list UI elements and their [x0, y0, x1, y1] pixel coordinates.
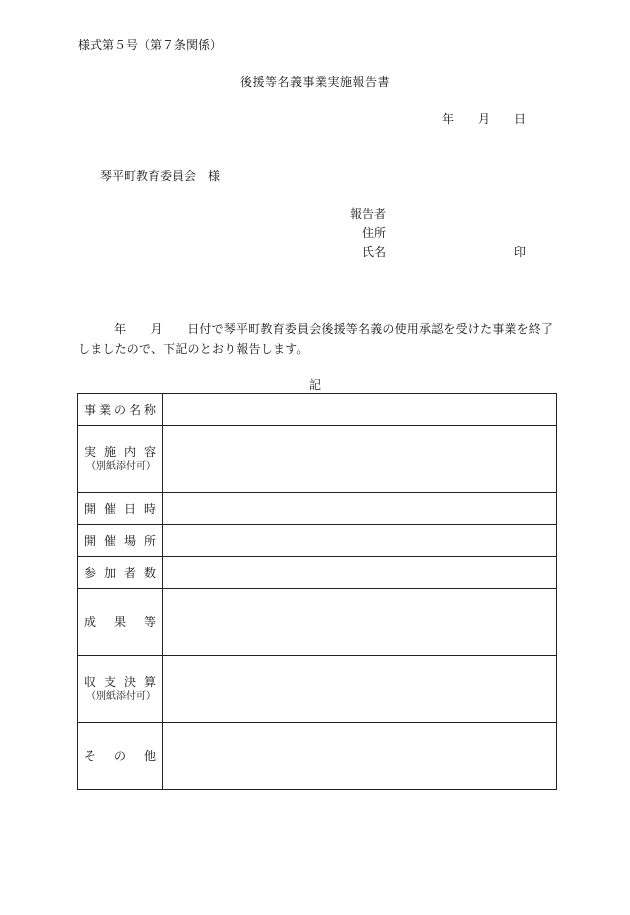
row-label-content: 実施内容 （別紙添付可） — [78, 426, 163, 493]
table-row — [78, 493, 557, 525]
row-value-venue[interactable] — [163, 525, 557, 557]
ki-heading: 記 — [308, 378, 321, 392]
row-label-budget: 収支決算 （別紙添付可） — [78, 656, 163, 723]
row-label-other: その他 — [78, 723, 163, 790]
table-row — [78, 426, 557, 493]
table-row — [78, 525, 557, 557]
reporter-name-label: 氏名 — [362, 245, 387, 259]
row-value-other[interactable] — [163, 723, 557, 790]
row-value-content[interactable] — [163, 426, 557, 493]
row-value-event-name[interactable] — [163, 394, 557, 426]
table-row — [78, 557, 557, 589]
row-value-participants[interactable] — [163, 557, 557, 589]
row-value-budget[interactable] — [163, 656, 557, 723]
report-table — [77, 393, 557, 790]
date-day: 日 — [514, 112, 527, 126]
addressee: 琴平町教育委員会 様 — [100, 169, 221, 183]
table-row — [78, 394, 557, 426]
table-row — [78, 656, 557, 723]
form-number: 様式第５号（第７条関係） — [78, 38, 223, 52]
row-label-venue: 開催場所 — [78, 525, 163, 557]
reporter-address-label: 住所 — [362, 226, 387, 240]
reporter-heading: 報告者 — [350, 207, 387, 221]
seal-mark: 印 — [514, 245, 527, 259]
reporter-block — [350, 206, 386, 263]
row-label-results: 成果等 — [78, 589, 163, 656]
date-month: 月 — [478, 112, 491, 126]
row-label-participants: 参加者数 — [78, 557, 163, 589]
row-value-results[interactable] — [163, 589, 557, 656]
table-row — [78, 589, 557, 656]
row-label-event-name: 事業の名称 — [78, 394, 163, 426]
document-title: 後援等名義事業実施報告書 — [239, 75, 390, 89]
date-year: 年 — [442, 112, 455, 126]
row-value-datetime[interactable] — [163, 493, 557, 525]
date-line — [442, 111, 526, 127]
report-body-text: 年 月 日付で琴平町教育委員会後援等名義の使用承認を受けた事業を終了しましたので、下記のとおり報告します。 — [78, 322, 554, 356]
table-row — [78, 723, 557, 790]
row-label-datetime: 開催日時 — [78, 493, 163, 525]
